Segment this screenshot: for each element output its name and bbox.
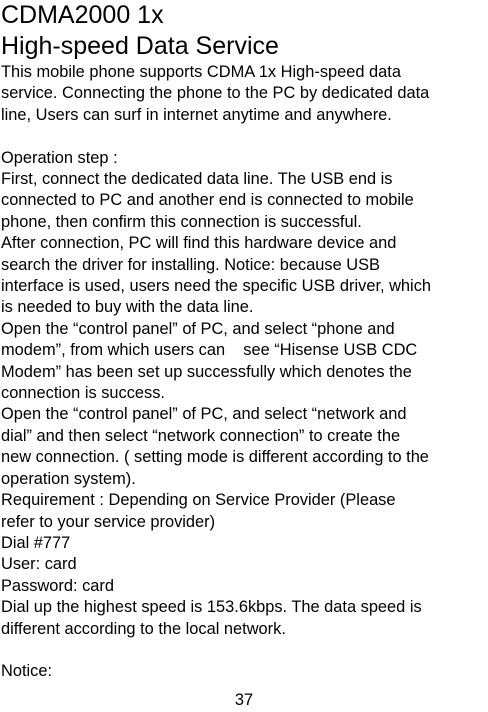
blank-line (1, 640, 488, 661)
text-line: refer to your service provider) (1, 512, 216, 531)
text-line: is needed to buy with the data line. (1, 298, 254, 317)
text-line: line, Users can surf in internet anytime and anywhere. (1, 105, 392, 124)
section-title (0, 0, 279, 62)
blank-line (1, 126, 488, 147)
text-line: connection is success. (1, 384, 165, 403)
text-line: Dial up the highest speed is 153.6kbps. The data speed is (1, 598, 422, 617)
text-line: This mobile phone supports CDMA 1x High-speed data (1, 63, 401, 81)
text-line: Modem” has been set up successfully which denotes the (1, 362, 412, 381)
text-line: Open the “control panel” of PC, and select “network and (1, 405, 407, 424)
text-line: Requirement : Depending on Service Provider (Please (1, 491, 396, 510)
text-line: connected to PC and another end is connected to mobile (1, 191, 414, 210)
text-line: new connection. ( setting mode is different according to the (1, 448, 429, 467)
text-line: First, connect the dedicated data line. The USB end is (1, 170, 393, 189)
text-line: Password: card (1, 576, 114, 595)
text-line: operation system). (1, 469, 136, 488)
text-line: search the driver for installing. Notice: because USB (1, 255, 380, 274)
title-line-1: CDMA2000 1x (1, 1, 164, 29)
text-line: Notice: (1, 662, 53, 681)
text-line: After connection, PC will find this hardware device and (1, 234, 397, 253)
text-line: interface is used, users need the specific USB driver, which (1, 277, 432, 296)
text-line: service. Connecting the phone to the PC by dedicated data (1, 84, 430, 103)
text-line: dial” and then select “network connection” to create the (1, 426, 401, 445)
body-text (1, 62, 488, 683)
text-line: User: card (1, 555, 77, 574)
title-line-2: High-speed Data Service (1, 32, 279, 60)
text-line: Dial #777 (1, 533, 71, 552)
text-line: modem”, from which users can see “Hisense USB CDC (1, 341, 418, 360)
text-line: phone, then confirm this connection is successful. (1, 212, 362, 231)
text-line: Operation step : (1, 148, 118, 167)
text-line: different according to the local network. (1, 619, 286, 638)
text-line: Open the “control panel” of PC, and select “phone and (1, 319, 395, 338)
page-number: 37 (234, 691, 254, 709)
